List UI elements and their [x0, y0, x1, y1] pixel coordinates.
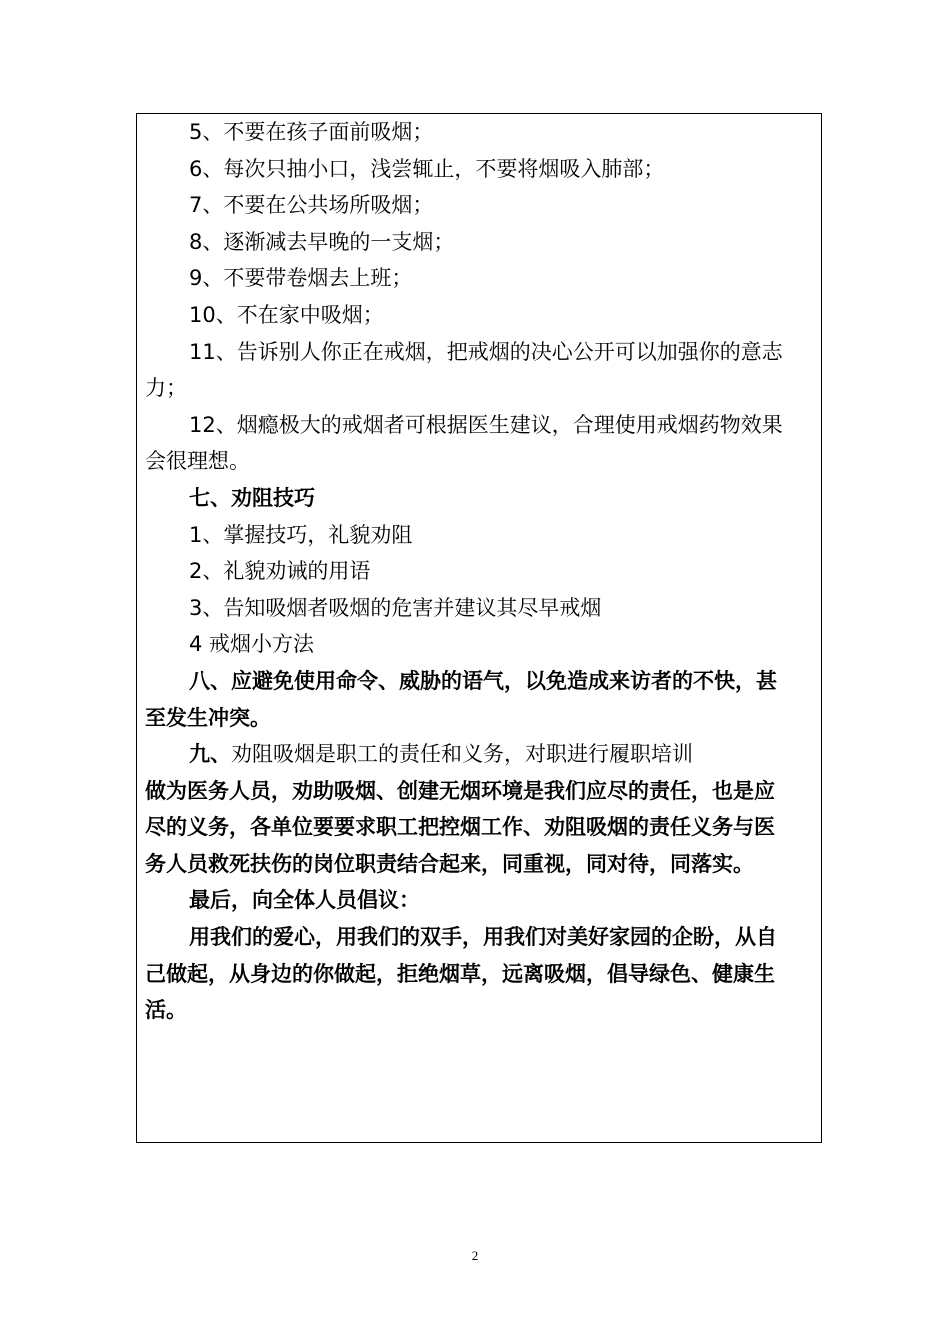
- list-item: 4 戒烟小方法: [189, 632, 315, 657]
- cell-content: [145, 114, 815, 1029]
- section-number: 九、: [189, 742, 231, 767]
- list-item-continuation: 会很理想。: [145, 449, 250, 474]
- section-text: 劝阻吸烟是职工的责任和义务，对职进行履职培训: [231, 742, 693, 767]
- paragraph-line: 活。: [145, 998, 187, 1023]
- list-item: 8、逐渐减去早晚的一支烟；: [189, 229, 455, 254]
- list-item: 12、烟瘾极大的戒烟者可根据医生建议，合理使用戒烟药物效果: [189, 412, 783, 437]
- list-item: 7、不要在公共场所吸烟；: [189, 193, 434, 218]
- list-item: 1、掌握技巧，礼貌劝阻: [189, 522, 413, 547]
- list-item: 3、告知吸烟者吸烟的危害并建议其尽早戒烟: [189, 595, 602, 620]
- paragraph-line: 做为医务人员，劝助吸烟、创建无烟环境是我们应尽的责任，也是应: [145, 778, 775, 803]
- page-number: 2: [471, 1248, 479, 1263]
- paragraph-line: 尽的义务，各单位要要求职工把控烟工作、劝阻吸烟的责任义务与医: [145, 815, 775, 840]
- table-cell-frame: [136, 113, 822, 1143]
- paragraph-line: 用我们的爱心，用我们的双手，用我们对美好家园的企盼，从自: [189, 925, 777, 950]
- section-heading-continuation: 至发生冲突。: [145, 705, 271, 730]
- list-item: 6、每次只抽小口，浅尝辄止，不要将烟吸入肺部；: [189, 156, 665, 181]
- paragraph-line: 最后，向全体人员倡议：: [189, 888, 420, 913]
- paragraph-line: 己做起，从身边的你做起，拒绝烟草，远离吸烟，倡导绿色、健康生: [145, 961, 775, 986]
- section-heading: [145, 736, 815, 773]
- paragraph-line: 务人员救死扶伤的岗位职责结合起来，同重视，同对待，同落实。: [145, 851, 754, 876]
- list-item: 11、告诉别人你正在戒烟，把戒烟的决心公开可以加强你的意志: [189, 339, 783, 364]
- list-item: 10、不在家中吸烟；: [189, 302, 384, 327]
- list-item: 2、礼貌劝诫的用语: [189, 559, 371, 584]
- section-heading: 七、劝阻技巧: [189, 485, 315, 510]
- section-heading: 八、应避免使用命令、威胁的语气，以免造成来访者的不快，甚: [189, 668, 777, 693]
- list-item: 9、不要带卷烟去上班；: [189, 266, 413, 291]
- list-item-continuation: 力；: [145, 376, 187, 401]
- list-item: 5、不要在孩子面前吸烟；: [189, 120, 434, 144]
